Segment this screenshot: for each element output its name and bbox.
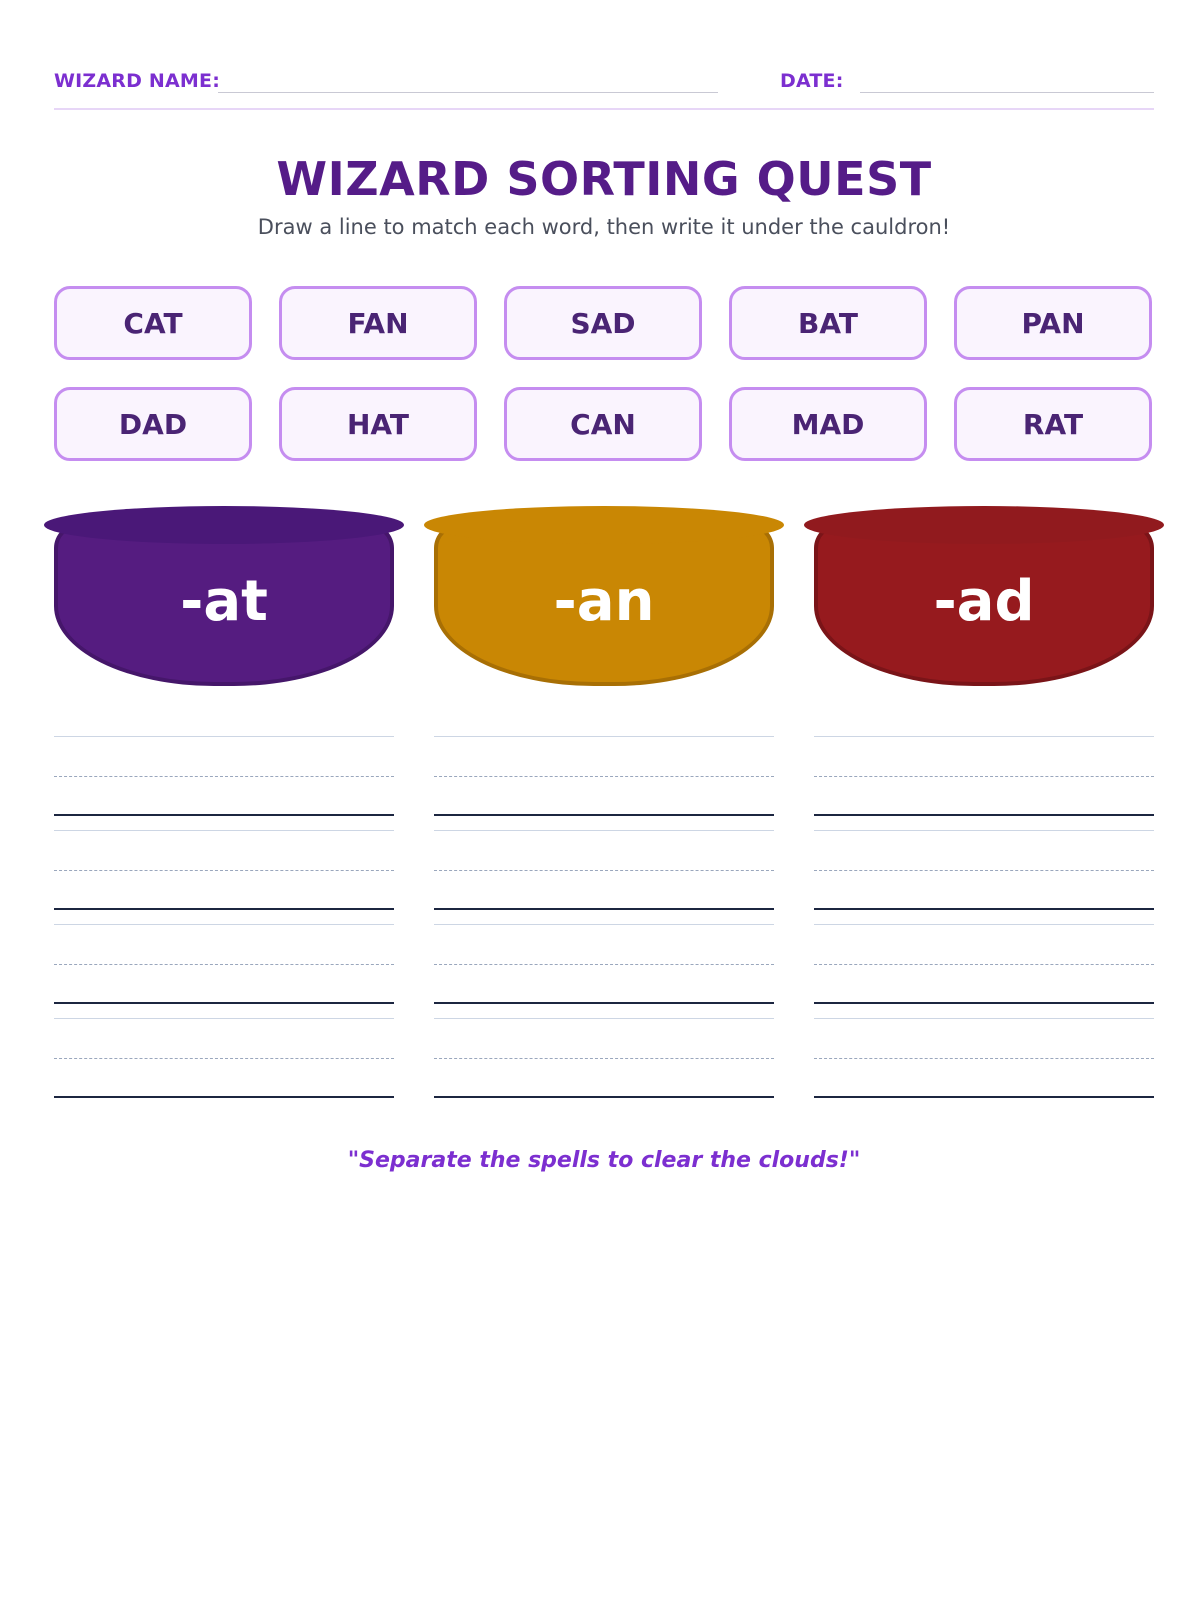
cauldron-ad xyxy=(804,504,1164,684)
writing-row[interactable] xyxy=(54,924,394,1018)
word-card[interactable]: BAT xyxy=(729,286,927,360)
header-divider xyxy=(54,108,1154,110)
word-card[interactable]: CAN xyxy=(504,387,702,461)
cauldron-rim xyxy=(804,506,1164,544)
top-guide-line xyxy=(54,1018,394,1019)
baseline xyxy=(434,908,774,910)
word-card[interactable]: CAT xyxy=(54,286,252,360)
midline-dashed xyxy=(54,964,394,965)
word-card[interactable]: SAD xyxy=(504,286,702,360)
writing-lines-ad[interactable] xyxy=(814,736,1154,1112)
midline-dashed xyxy=(814,964,1154,965)
writing-row[interactable] xyxy=(54,1018,394,1112)
midline-dashed xyxy=(434,776,774,777)
top-guide-line xyxy=(814,830,1154,831)
top-guide-line xyxy=(434,924,774,925)
cauldron-label: -at xyxy=(54,524,394,686)
wizard-name-field[interactable] xyxy=(218,92,718,93)
midline-dashed xyxy=(814,776,1154,777)
midline-dashed xyxy=(434,1058,774,1059)
baseline xyxy=(434,1096,774,1098)
word-card[interactable]: PAN xyxy=(954,286,1152,360)
baseline xyxy=(54,1096,394,1098)
word-card[interactable]: DAD xyxy=(54,387,252,461)
writing-row[interactable] xyxy=(54,736,394,830)
baseline xyxy=(434,1002,774,1004)
baseline xyxy=(54,908,394,910)
baseline xyxy=(814,908,1154,910)
word-card[interactable]: HAT xyxy=(279,387,477,461)
top-guide-line xyxy=(434,830,774,831)
writing-row[interactable] xyxy=(814,1018,1154,1112)
baseline xyxy=(814,814,1154,816)
cauldron-rim xyxy=(424,506,784,544)
date-label: DATE: xyxy=(780,70,844,92)
footer-quote: "Separate the spells to clear the clouds!" xyxy=(347,1148,861,1173)
baseline xyxy=(814,1002,1154,1004)
writing-row[interactable] xyxy=(814,924,1154,1018)
writing-lines-an[interactable] xyxy=(434,736,774,1112)
cauldron-an xyxy=(424,504,784,684)
header-fields xyxy=(54,66,1154,110)
writing-row[interactable] xyxy=(434,924,774,1018)
top-guide-line xyxy=(434,1018,774,1019)
midline-dashed xyxy=(434,870,774,871)
midline-dashed xyxy=(814,870,1154,871)
top-guide-line xyxy=(434,736,774,737)
writing-row[interactable] xyxy=(434,1018,774,1112)
wizard-name-label: WIZARD NAME: xyxy=(54,70,221,92)
cauldron-rim xyxy=(44,506,404,544)
midline-dashed xyxy=(814,1058,1154,1059)
writing-lines-at[interactable] xyxy=(54,736,394,1112)
top-guide-line xyxy=(54,830,394,831)
midline-dashed xyxy=(434,964,774,965)
top-guide-line xyxy=(814,736,1154,737)
top-guide-line xyxy=(814,1018,1154,1019)
word-card[interactable]: RAT xyxy=(954,387,1152,461)
midline-dashed xyxy=(54,776,394,777)
top-guide-line xyxy=(814,924,1154,925)
writing-row[interactable] xyxy=(814,736,1154,830)
cauldron-label: -ad xyxy=(814,524,1154,686)
word-card[interactable]: FAN xyxy=(279,286,477,360)
worksheet-instructions: Draw a line to match each word, then write it under the cauldron! xyxy=(257,215,951,239)
writing-row[interactable] xyxy=(54,830,394,924)
midline-dashed xyxy=(54,1058,394,1059)
midline-dashed xyxy=(54,870,394,871)
worksheet-page xyxy=(54,0,1154,1600)
baseline xyxy=(434,814,774,816)
date-field[interactable] xyxy=(860,92,1154,93)
writing-row[interactable] xyxy=(814,830,1154,924)
writing-row[interactable] xyxy=(434,736,774,830)
cauldron-at xyxy=(44,504,404,684)
cauldron-label: -an xyxy=(434,524,774,686)
baseline xyxy=(54,814,394,816)
writing-row[interactable] xyxy=(434,830,774,924)
baseline xyxy=(814,1096,1154,1098)
top-guide-line xyxy=(54,924,394,925)
baseline xyxy=(54,1002,394,1004)
top-guide-line xyxy=(54,736,394,737)
worksheet-title: WIZARD SORTING QUEST xyxy=(276,152,932,206)
word-card[interactable]: MAD xyxy=(729,387,927,461)
